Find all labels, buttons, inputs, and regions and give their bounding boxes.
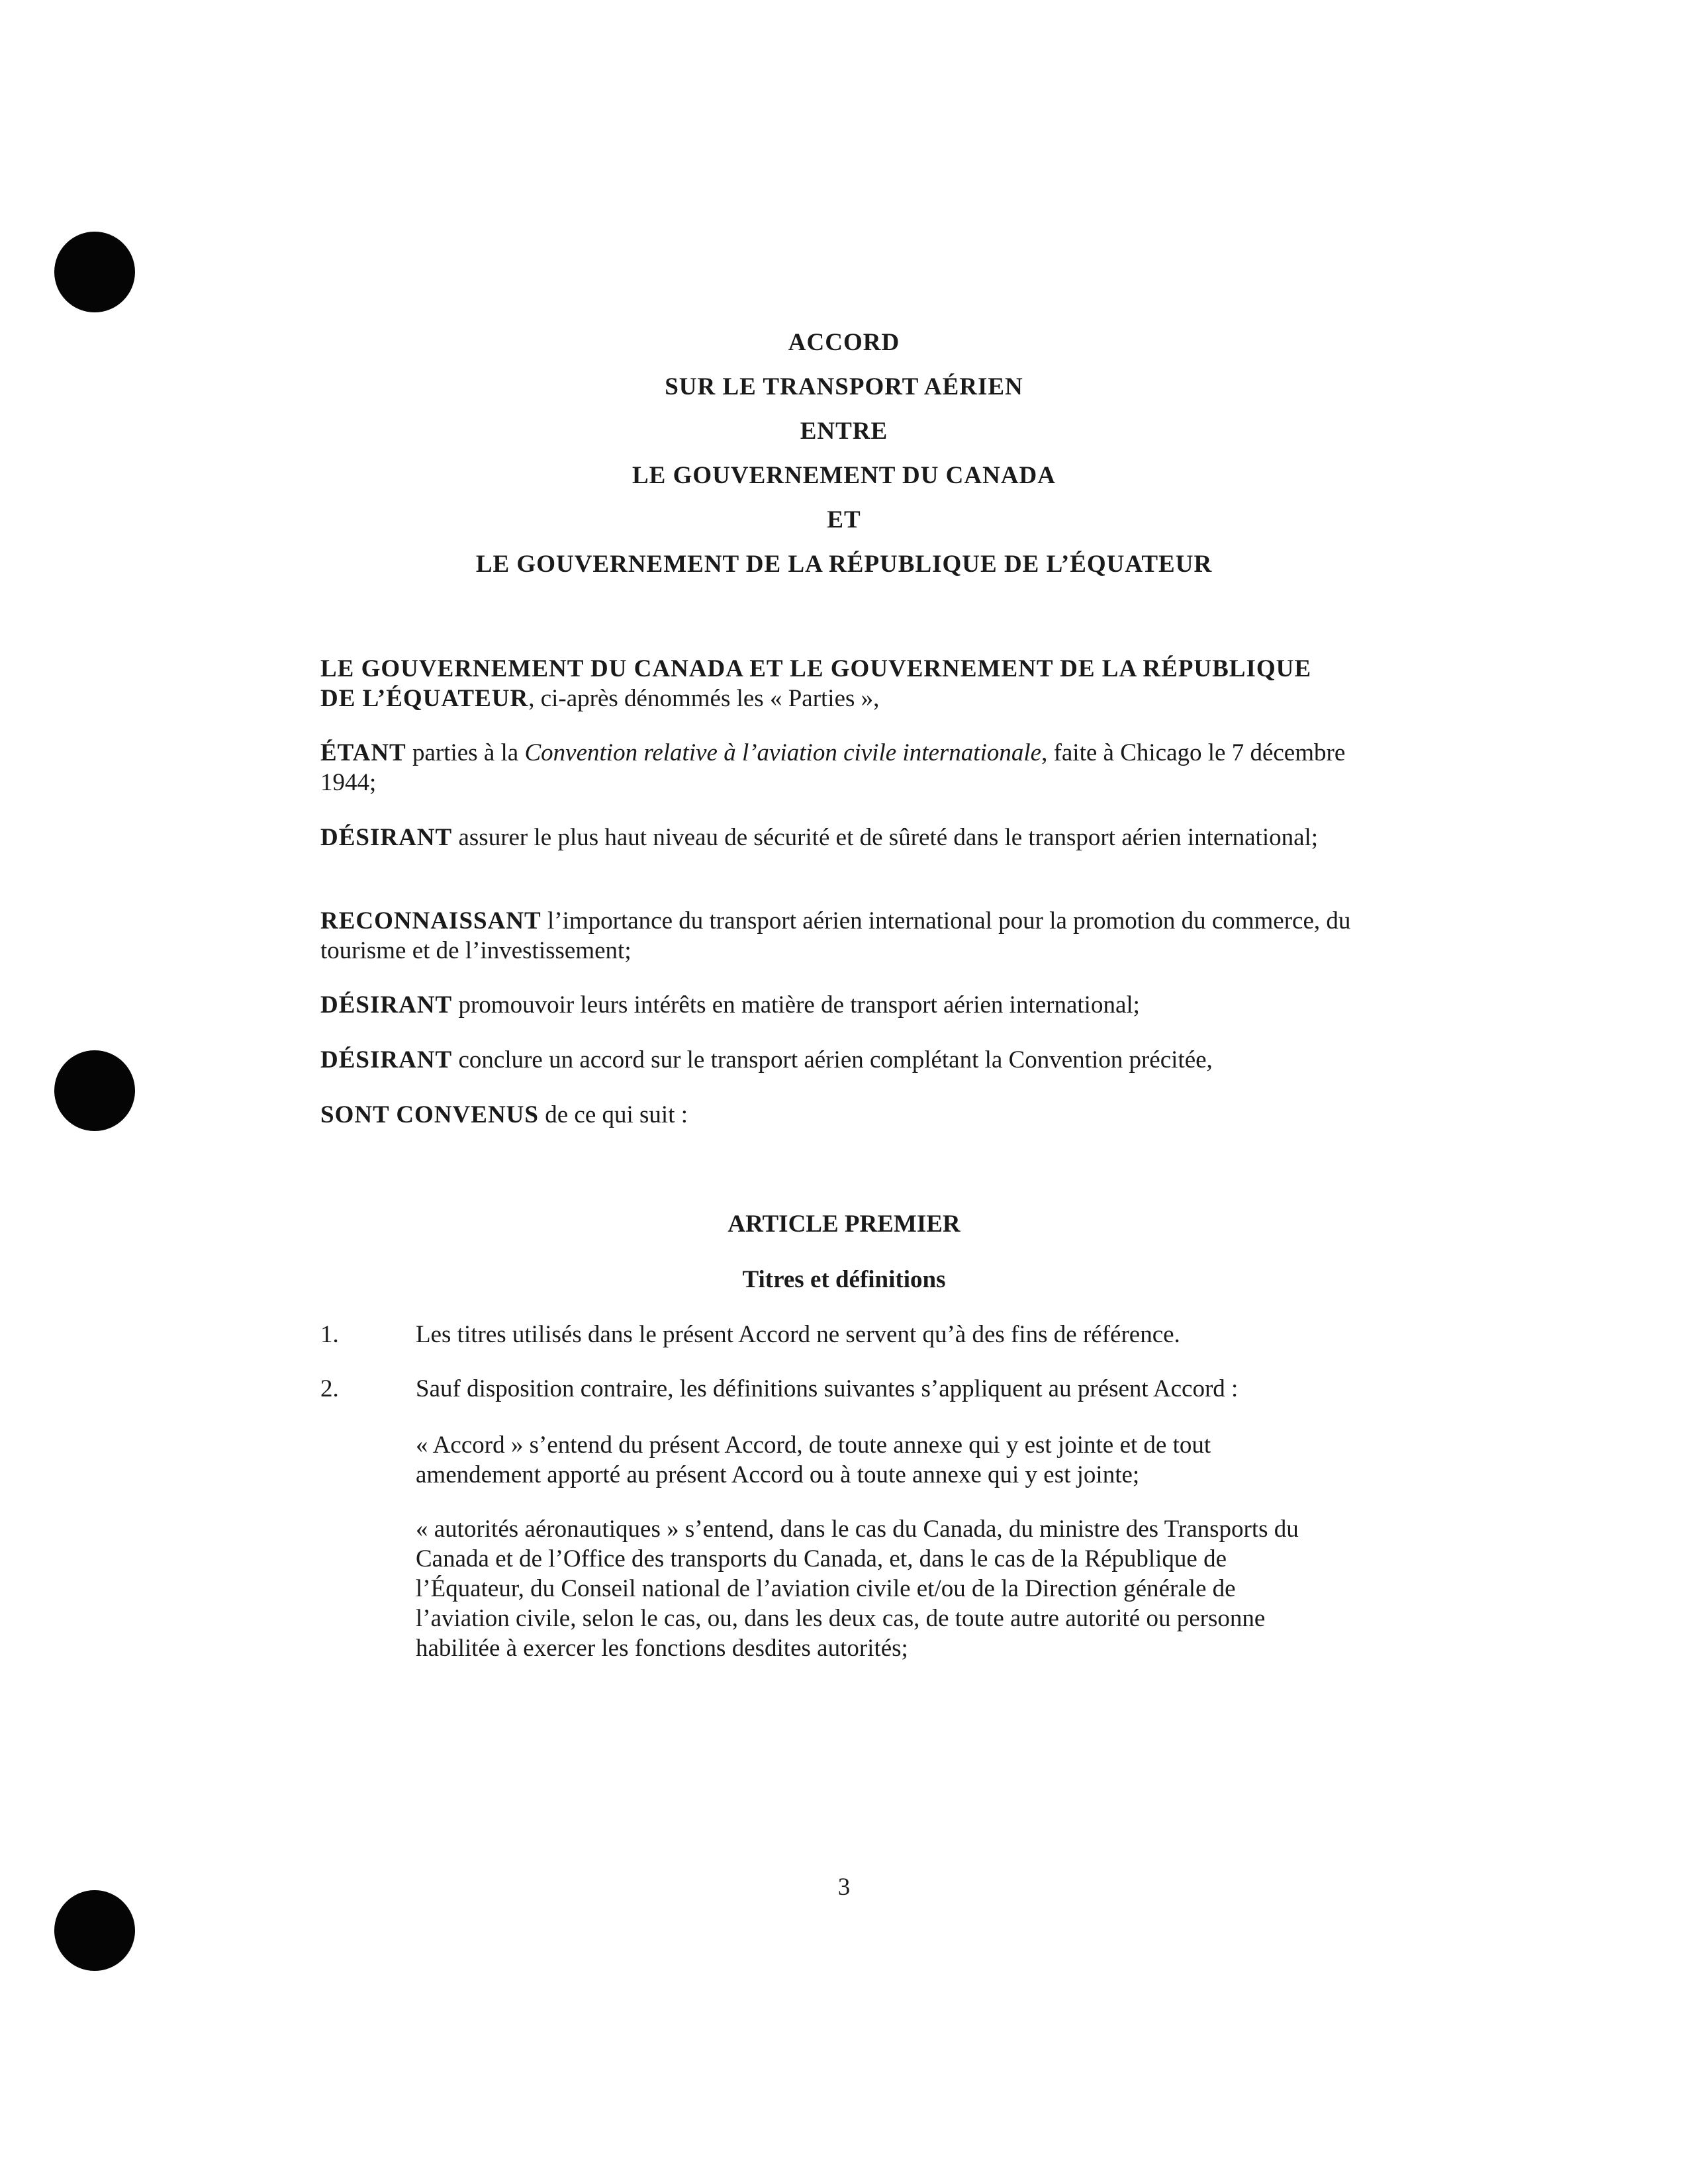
- title-line: LE GOUVERNEMENT DU CANADA: [632, 462, 1056, 489]
- item-text: Les titres utilisés dans le présent Accord ne servent qu’à des fins de référence.: [416, 1321, 1180, 1348]
- preamble-text: , ci-après dénommés les « Parties »,: [528, 685, 880, 712]
- preamble-etant: [320, 738, 1353, 797]
- definition-autorites-aeronautiques: « autorités aéronautiques » s’entend, dans le cas du Canada, du ministre des Transports du Canada et de l’Office des transports du Canada, et, dans le cas de la République de l’Équateur, du Conseil national de l’aviation civile et/ou de la Direction générale de l’aviation civile, selon le cas, ou, dans les deux cas, de toute autre autorité ou personne habilitée à exercer les fonctions desdites autorités;: [416, 1516, 1299, 1662]
- page-number: 3: [837, 1874, 851, 1901]
- preamble-text: assurer le plus haut niveau de sécurité et de sûreté dans le transport aérien international;: [452, 824, 1319, 851]
- article-heading: ARTICLE PREMIER: [727, 1210, 961, 1238]
- convention-title: Convention relative à l’aviation civile internationale: [524, 739, 1042, 766]
- preamble-text: parties à la: [406, 739, 525, 766]
- item-number: 1.: [320, 1321, 339, 1348]
- preamble-sont-convenus: [320, 1100, 1353, 1130]
- preamble-text: promouvoir leurs intérêts en matière de transport aérien international;: [452, 991, 1140, 1019]
- title-line: ENTRE: [800, 418, 888, 445]
- preamble-desirant-3: [320, 1045, 1353, 1075]
- item-number: 2.: [320, 1375, 339, 1402]
- preamble-bold: SONT CONVENUS: [320, 1101, 539, 1128]
- preamble-desirant-2: [320, 990, 1353, 1020]
- title-line: ACCORD: [788, 329, 900, 356]
- title-line: ET: [827, 506, 861, 533]
- preamble-parties: [320, 654, 1353, 713]
- title-line: LE GOUVERNEMENT DE LA RÉPUBLIQUE DE L’ÉQUATEUR: [475, 551, 1213, 578]
- preamble-desirant-1: [320, 823, 1353, 852]
- preamble-bold: DÉSIRANT: [320, 1046, 453, 1073]
- preamble-text: de ce qui suit :: [538, 1101, 688, 1128]
- punch-hole: [54, 1050, 135, 1131]
- preamble-reconnaissant: [320, 906, 1353, 966]
- preamble-bold: DÉSIRANT: [320, 991, 453, 1019]
- preamble-bold: DÉSIRANT: [320, 824, 453, 851]
- document-title: [0, 320, 1688, 586]
- preamble-bold: LE GOUVERNEMENT DU CANADA ET LE GOUVERNEMENT DE LA RÉPUBLIQUE DE L’ÉQUATEUR: [320, 655, 1312, 712]
- preamble-text: , faite à Chicago le 7 décembre 1944;: [320, 739, 1346, 796]
- preamble-bold: ÉTANT: [320, 739, 406, 766]
- preamble-bold: RECONNAISSANT: [320, 907, 541, 934]
- title-line: SUR LE TRANSPORT AÉRIEN: [665, 373, 1023, 400]
- definition-accord: « Accord » s’entend du présent Accord, de toute annexe qui y est jointe et de tout amendement apporté au présent Accord ou à toute annexe qui y est jointe;: [416, 1432, 1211, 1488]
- preamble-text: conclure un accord sur le transport aérien complétant la Convention précitée,: [452, 1046, 1213, 1073]
- article-subheading: Titres et définitions: [742, 1266, 946, 1293]
- punch-hole: [54, 232, 135, 312]
- punch-hole: [54, 1890, 135, 1971]
- preamble-text: l’importance du transport aérien international pour la promotion du commerce, du tourisme et de l’investissement;: [320, 907, 1351, 964]
- item-text: Sauf disposition contraire, les définitions suivantes s’appliquent au présent Accord :: [416, 1375, 1239, 1402]
